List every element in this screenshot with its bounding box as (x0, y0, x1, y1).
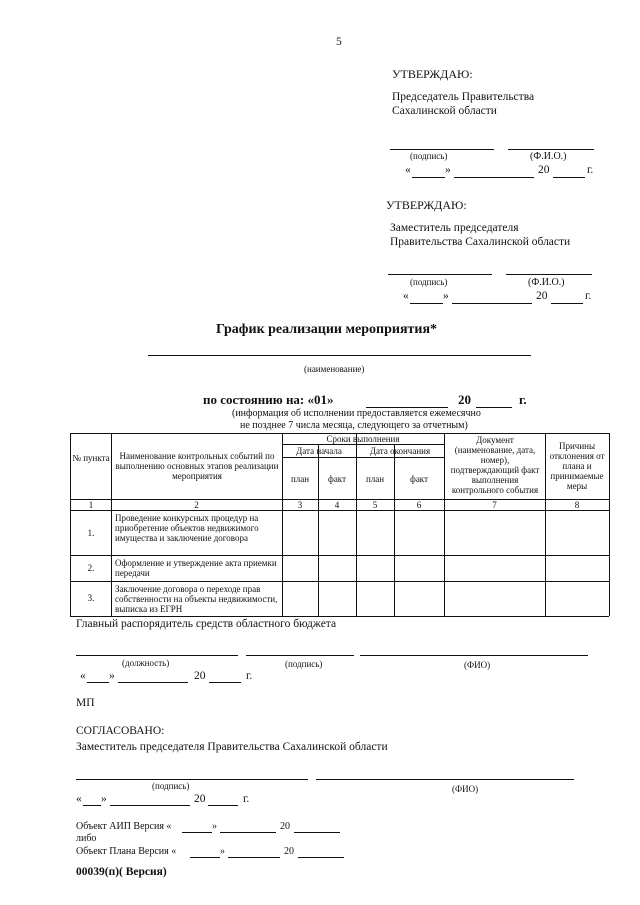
name-caption: (Ф.И.О.) (528, 277, 565, 288)
row-number: 2. (87, 563, 95, 573)
approver-position-line1: Председатель Правительства (392, 91, 535, 103)
signature-caption: (подпись) (410, 277, 448, 287)
date-close-quote: » (109, 670, 115, 682)
header-fact-end: факт (409, 474, 428, 484)
signature-line (76, 779, 308, 780)
header-plan-start: план (290, 474, 310, 484)
aip-version-line (182, 832, 212, 833)
name-caption: (Ф.И.О.) (530, 151, 567, 162)
form-code: 00039(п)( Версия) (76, 866, 167, 878)
name-fill-line (148, 355, 531, 356)
date-year: 20 (194, 793, 206, 805)
plan-close-quote: » (220, 846, 225, 857)
header-document: Документ (наименование, дата, номер), подтверждающий факт выполнения контрольного события (450, 435, 540, 495)
day-line (412, 177, 445, 178)
row-event-name: Заключение договора о переходе прав собственности на объекты недвижимости, выписка из ЕГРН (115, 584, 278, 614)
month-line (118, 682, 188, 683)
signature-line (246, 655, 354, 656)
col-number: 1 (88, 500, 94, 510)
name-line (360, 655, 588, 656)
name-line (316, 779, 574, 780)
date-year: 20 (194, 670, 206, 682)
row-number: 1. (87, 528, 95, 538)
manager-label: Главный распорядитель средств областного бюджета (76, 618, 337, 630)
status-prefix: по состоянию на: «01» (203, 392, 334, 407)
signature-line (390, 149, 494, 150)
date-open-quote: « (80, 670, 86, 682)
approver-position-line2: Правительства Сахалинской области (390, 236, 571, 248)
col-number: 6 (416, 500, 422, 510)
header-fact-start: факт (327, 474, 346, 484)
plan-year-line (298, 857, 344, 858)
stamp-mark: МП (76, 697, 95, 709)
agreed-position: Заместитель председателя Правительства Сахалинской области (76, 741, 388, 753)
year-suffix: г. (246, 670, 253, 682)
date-year: 20 (536, 290, 548, 302)
col-number: 2 (194, 500, 199, 510)
year-line (208, 805, 238, 806)
position-caption: (должность) (122, 658, 170, 668)
year-suffix: г. (585, 290, 592, 302)
aip-year-line (294, 832, 340, 833)
header-reasons: Причины отклонения от плана и принимаемые меры (549, 441, 605, 491)
aip-version-label: Объект АИП Версия « (76, 821, 172, 832)
month-line (454, 177, 534, 178)
or-label: либо (76, 833, 97, 844)
year-line (553, 177, 585, 178)
header-event-name: Наименование контрольных событий по выполнению основных этапов реализации мероприятия (115, 451, 279, 481)
schedule-table (70, 433, 609, 616)
day-line (83, 805, 101, 806)
year-suffix: г. (587, 164, 594, 176)
row-number: 3. (87, 593, 95, 603)
status-suffix: г. (519, 392, 527, 407)
agreed-heading: СОГЛАСОВАНО: (76, 725, 165, 737)
date-open-quote: « (403, 290, 409, 302)
approver-position-line2: Сахалинской области (392, 105, 497, 117)
row-event-name: Оформление и утверждение акта приемки передачи (115, 558, 277, 578)
year-line (209, 682, 241, 683)
signature-caption: (подпись) (410, 151, 448, 161)
col-number: 3 (297, 500, 303, 510)
date-year: 20 (538, 164, 550, 176)
col-number: 5 (372, 500, 378, 510)
header-end-date: Дата окончания (369, 446, 431, 456)
year-line (551, 303, 583, 304)
signature-line (388, 274, 492, 275)
signature-caption: (подпись) (152, 781, 190, 791)
day-line (87, 682, 109, 683)
aip-year: 20 (280, 821, 290, 832)
plan-year: 20 (284, 846, 294, 857)
aip-close-quote: » (212, 821, 217, 832)
month-line (110, 805, 190, 806)
approval-heading: УТВЕРЖДАЮ: (386, 198, 467, 212)
date-open-quote: « (76, 793, 82, 805)
header-number: № пункта (72, 453, 110, 463)
info-line-2: не позднее 7 числа месяца, следующего за отчетным) (240, 420, 468, 431)
month-line (452, 303, 532, 304)
year-line (476, 407, 512, 408)
row-event-name: Проведение конкурсных процедур на приобретение объектов недвижимого имущества и заключение договора (115, 513, 259, 543)
col-number: 7 (492, 500, 497, 510)
approval-heading: УТВЕРЖДАЮ: (392, 67, 473, 81)
plan-month-line (228, 857, 280, 858)
status-year: 20 (458, 392, 471, 407)
name-caption: (ФИО) (464, 660, 491, 670)
year-suffix: г. (243, 793, 250, 805)
date-close-quote: » (101, 793, 107, 805)
plan-version-label: Объект Плана Версия « (76, 846, 177, 857)
approver-position-line1: Заместитель председателя (390, 222, 519, 234)
plan-version-line (190, 857, 220, 858)
col-number: 8 (574, 500, 580, 510)
name-caption: (наименование) (304, 364, 365, 374)
name-line (506, 274, 592, 275)
date-open-quote: « (405, 164, 411, 176)
aip-month-line (220, 832, 276, 833)
name-line (508, 149, 594, 150)
position-line (76, 655, 238, 656)
day-line (410, 303, 443, 304)
date-close-quote: » (443, 290, 449, 302)
page-number: 5 (336, 36, 342, 48)
header-terms: Сроки выполнения (326, 434, 400, 444)
date-close-quote: » (445, 164, 451, 176)
name-caption: (ФИО) (452, 784, 479, 794)
header-start-date: Дата начала (296, 446, 342, 456)
col-number: 4 (334, 500, 340, 510)
header-plan-end: план (365, 474, 385, 484)
info-line-1: (информация об исполнении предоставляется ежемесячно (232, 408, 481, 419)
signature-caption: (подпись) (285, 659, 323, 669)
document-title: График реализации мероприятия* (216, 322, 438, 337)
